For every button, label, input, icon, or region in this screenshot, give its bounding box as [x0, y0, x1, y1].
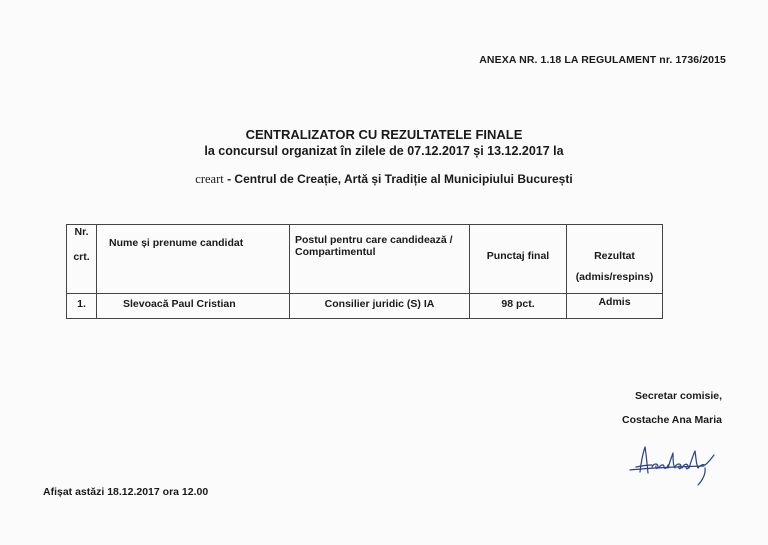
- title-block: [0, 127, 768, 159]
- cell-post: Consilier juridic (S) IA: [290, 294, 470, 319]
- organization-line: [0, 171, 768, 187]
- header-nr-crt: Nr. crt.: [67, 225, 97, 294]
- table-row: [67, 294, 663, 319]
- posted-date: Afișat astăzi 18.12.2017 ora 12.00: [43, 486, 209, 498]
- annex-reference: ANEXA NR. 1.18 LA REGULAMENT nr. 1736/2015: [479, 54, 726, 66]
- secretary-name: Costache Ana Maria: [622, 414, 722, 426]
- header-post: Postul pentru care candidează / Compartimentul: [290, 225, 470, 294]
- secretary-role: Secretar comisie,: [635, 390, 722, 402]
- header-result: Rezultat (admis/respins): [567, 225, 663, 294]
- cell-result: Admis: [567, 294, 663, 319]
- document-subtitle: la concursul organizat în zilele de 07.12.2017 și 13.12.2017 la: [204, 144, 564, 158]
- header-final-score: Punctaj final: [470, 225, 567, 294]
- organization-name: - Centrul de Creație, Artă și Tradiție al Municipiului București: [223, 172, 573, 186]
- table-header-row: [67, 225, 663, 294]
- cell-final-score: 98 pct.: [470, 294, 567, 319]
- header-candidate-name: Nume și prenume candidat: [97, 225, 290, 294]
- cell-candidate-name: Slevoacă Paul Cristian: [97, 294, 290, 319]
- handwritten-signature: [626, 441, 722, 487]
- organization-prefix: creart: [195, 172, 224, 186]
- results-table: [66, 224, 663, 319]
- document-title: CENTRALIZATOR CU REZULTATELE FINALE: [245, 127, 523, 142]
- cell-nr: 1.: [67, 294, 97, 319]
